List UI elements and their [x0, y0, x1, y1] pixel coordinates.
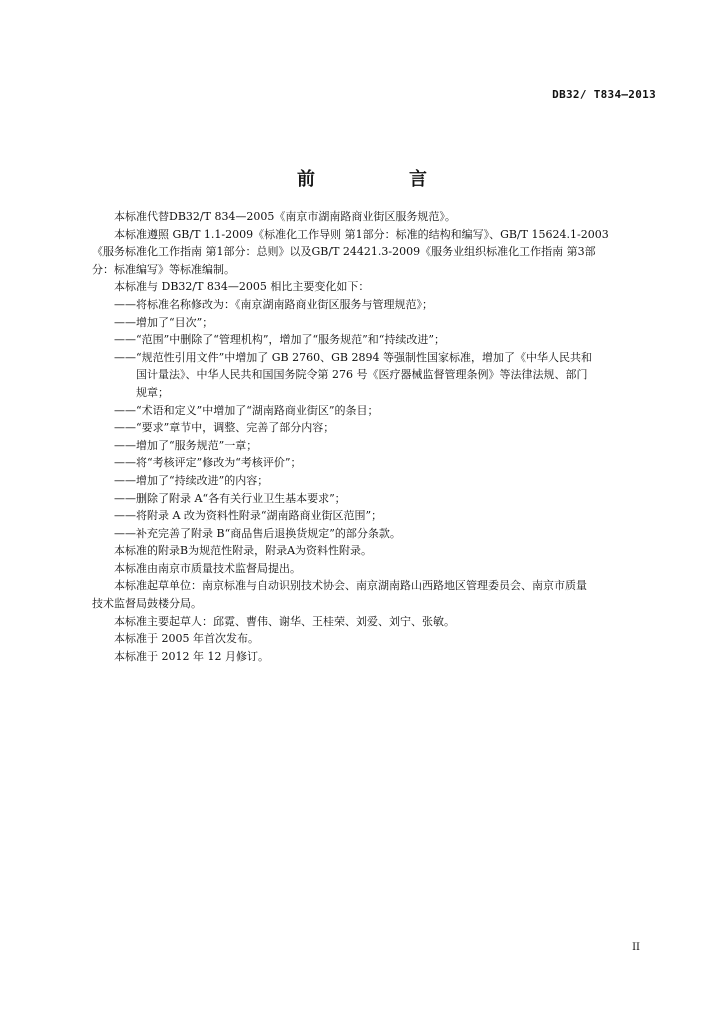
change-item-continuation: 规章； — [136, 385, 169, 399]
paragraph-continuation: 技术监督局鼓楼分局。 — [92, 597, 202, 611]
change-item: ——“术语和定义”中增加了“湖南路商业街区”的条目； — [114, 403, 379, 417]
change-item: ——增加了“服务规范”一章； — [114, 438, 258, 452]
change-item: ——“范围”中删除了“管理机构”，增加了“服务规范”和“持续改进”； — [114, 333, 445, 347]
change-item: ——增加了“目次”； — [114, 315, 214, 329]
paragraph-continuation: 《服务标准化工作指南 第1部分：总则》以及GB/T 24421.3-2009《服务业组织标准化工作指南 第3部 — [92, 245, 596, 259]
change-item: ——补充完善了附录 B“商品售后退换货规定”的部分条款。 — [114, 526, 401, 540]
doc-code: DB32/ T834—2013 — [552, 88, 656, 101]
change-item: ——将“考核评定”修改为“考核评价”； — [114, 456, 302, 470]
page-number: II — [632, 942, 640, 953]
paragraph: 本标准的附录B为规范性附录，附录A为资料性附录。 — [114, 544, 373, 558]
paragraph: 本标准遵照 GB/T 1.1-2009《标准化工作导则 第1部分：标准的结构和编写》、GB/T 15624.1-2003 — [114, 227, 609, 241]
paragraph: 本标准与 DB32/T 834—2005 相比主要变化如下： — [114, 280, 370, 294]
change-item: ——“要求”章节中，调整、完善了部分内容； — [114, 421, 335, 435]
change-item-continuation: 国计量法》、中华人民共和国国务院令第 276 号《医疗器械监督管理条例》等法律法规、部门 — [136, 368, 588, 382]
paragraph: 本标准于 2012 年 12 月修订。 — [114, 649, 269, 663]
change-item: ——删除了附录 A“各有关行业卫生基本要求”； — [114, 491, 346, 505]
page-title: 前 言 — [297, 169, 465, 190]
paragraph: 本标准主要起草人：邱霓、曹伟、谢华、王桂荣、刘爱、刘宁、张敏。 — [114, 614, 455, 628]
paragraph: 本标准代替DB32/T 834—2005《南京市湖南路商业街区服务规范》。 — [114, 210, 456, 223]
paragraph: 本标准由南京市质量技术监督局提出。 — [114, 561, 301, 575]
paragraph: 本标准于 2005 年首次发布。 — [114, 632, 259, 646]
change-item: ——将标准名称修改为：《南京湖南路商业街区服务与管理规范》； — [114, 297, 433, 311]
paragraph-continuation: 分：标准编写》等标准编制。 — [92, 262, 235, 276]
paragraph: 本标准起草单位：南京标准与自动识别技术协会、南京湖南路山西路地区管理委员会、南京市质量 — [114, 579, 587, 593]
change-item: ——增加了“持续改进”的内容； — [114, 473, 269, 487]
change-item: ——将附录 A 改为资料性附录“湖南路商业街区范围”； — [114, 509, 383, 523]
preface-body — [92, 208, 657, 665]
change-item: ——“规范性引用文件”中增加了 GB 2760、GB 2894 等强制性国家标准，增加了《中华人民共和 — [114, 350, 592, 364]
